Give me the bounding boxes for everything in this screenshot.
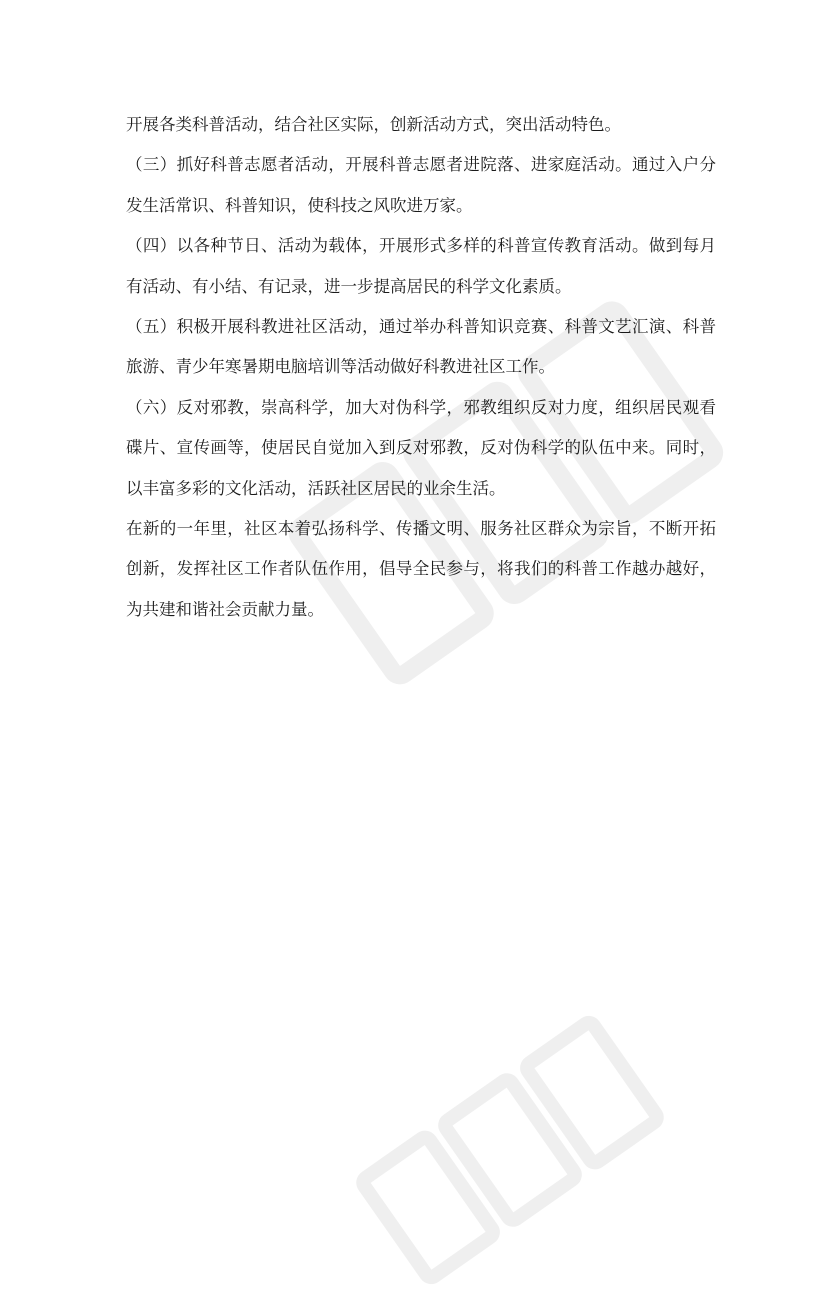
document-body bbox=[126, 105, 716, 630]
text-line: （四）以各种节日、活动为载体，开展形式多样的科普宣传教育活动。做到每月 bbox=[126, 236, 716, 256]
text-line: 旅游、青少年寒暑期电脑培训等活动做好科教进社区工作。 bbox=[126, 357, 555, 377]
text-line: 在新的一年里，社区本着弘扬科学、传播文明、服务社区群众为宗旨，不断开拓 bbox=[126, 518, 716, 538]
text-line: 发生活常识、科普知识，使科技之风吹进万家。 bbox=[126, 195, 473, 215]
watermark-logo-bottom bbox=[341, 998, 679, 1301]
text-line: 为共建和谐社会贡献力量。 bbox=[126, 599, 324, 619]
text-line: 创新，发挥社区工作者队伍作用，倡导全民参与，将我们的科普工作越办越好， bbox=[126, 559, 716, 579]
text-line: 碟片、宣传画等，使居民自觉加入到反对邪教，反对伪科学的队伍中来。同时， bbox=[126, 438, 716, 458]
text-line: （六）反对邪教，崇高科学，加大对伪科学，邪教组织反对力度，组织居民观看 bbox=[126, 397, 716, 417]
text-line: 有活动、有小结、有记录，进一步提高居民的科学文化素质。 bbox=[126, 276, 572, 296]
text-line: 以丰富多彩的文化活动，活跃社区居民的业余生活。 bbox=[126, 478, 506, 498]
text-line: （五）积极开展科教进社区活动，通过举办科普知识竞赛、科普文艺汇演、科普 bbox=[126, 316, 716, 336]
text-line: 开展各类科普活动，结合社区实际，创新活动方式，突出活动特色。 bbox=[126, 115, 621, 134]
text-line: （三）抓好科普志愿者活动，开展科普志愿者进院落、进家庭活动。通过入户分 bbox=[126, 155, 716, 175]
